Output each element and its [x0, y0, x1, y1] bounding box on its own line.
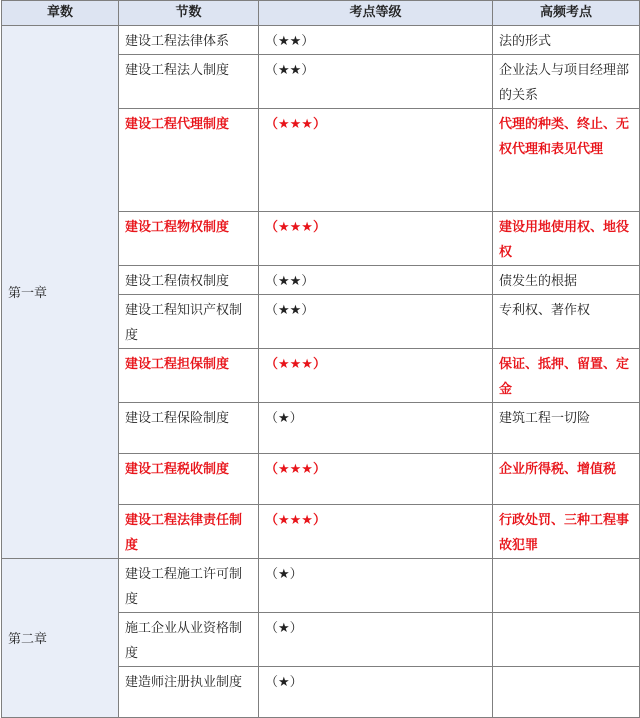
section-cell: 施工企业从业资格制度 [119, 613, 259, 667]
section-cell: 建设工程知识产权制度 [119, 295, 259, 349]
section-cell: 建设工程代理制度 [119, 109, 259, 212]
section-cell: 建设工程法律体系 [119, 26, 259, 55]
topic-cell: 企业法人与项目经理部的关系 [493, 55, 640, 109]
level-cell: （★★★） [259, 349, 493, 403]
section-cell: 建造师注册执业制度 [119, 667, 259, 718]
section-cell: 建设工程债权制度 [119, 266, 259, 295]
chapter-cell: 第一章 [2, 26, 119, 559]
topic-cell: 保证、抵押、留置、定金 [493, 349, 640, 403]
section-cell: 建设工程担保制度 [119, 349, 259, 403]
topic-cell: 法的形式 [493, 26, 640, 55]
topic-cell [493, 613, 640, 667]
topic-cell: 建筑工程一切险 [493, 403, 640, 454]
topic-cell: 代理的种类、终止、无权代理和表见代理 [493, 109, 640, 212]
header-topic: 高频考点 [493, 1, 640, 26]
topic-cell: 行政处罚、三种工程事故犯罪 [493, 505, 640, 559]
level-cell: （★★★） [259, 505, 493, 559]
level-cell: （★） [259, 613, 493, 667]
section-cell: 建设工程税收制度 [119, 454, 259, 505]
level-cell: （★★） [259, 266, 493, 295]
header-section: 节数 [119, 1, 259, 26]
header-chapter: 章数 [2, 1, 119, 26]
topic-cell: 专利权、著作权 [493, 295, 640, 349]
level-cell: （★） [259, 559, 493, 613]
level-cell: （★★★） [259, 454, 493, 505]
topic-cell: 债发生的根据 [493, 266, 640, 295]
topic-cell [493, 559, 640, 613]
exam-points-table [1, 0, 640, 718]
topic-cell: 建设用地使用权、地役权 [493, 212, 640, 266]
section-cell: 建设工程法人制度 [119, 55, 259, 109]
chapter-cell: 第二章 [2, 559, 119, 718]
level-cell: （★★） [259, 295, 493, 349]
topic-cell [493, 667, 640, 718]
table-row [2, 26, 640, 55]
section-cell: 建设工程施工许可制度 [119, 559, 259, 613]
topic-cell: 企业所得税、增值税 [493, 454, 640, 505]
level-cell: （★） [259, 667, 493, 718]
level-cell: （★★★） [259, 212, 493, 266]
section-cell: 建设工程物权制度 [119, 212, 259, 266]
level-cell: （★★） [259, 55, 493, 109]
level-cell: （★） [259, 403, 493, 454]
level-cell: （★★） [259, 26, 493, 55]
section-cell: 建设工程保险制度 [119, 403, 259, 454]
level-cell: （★★★） [259, 109, 493, 212]
section-cell: 建设工程法律责任制度 [119, 505, 259, 559]
header-row [2, 1, 640, 26]
header-level: 考点等级 [259, 1, 493, 26]
table-row [2, 559, 640, 613]
